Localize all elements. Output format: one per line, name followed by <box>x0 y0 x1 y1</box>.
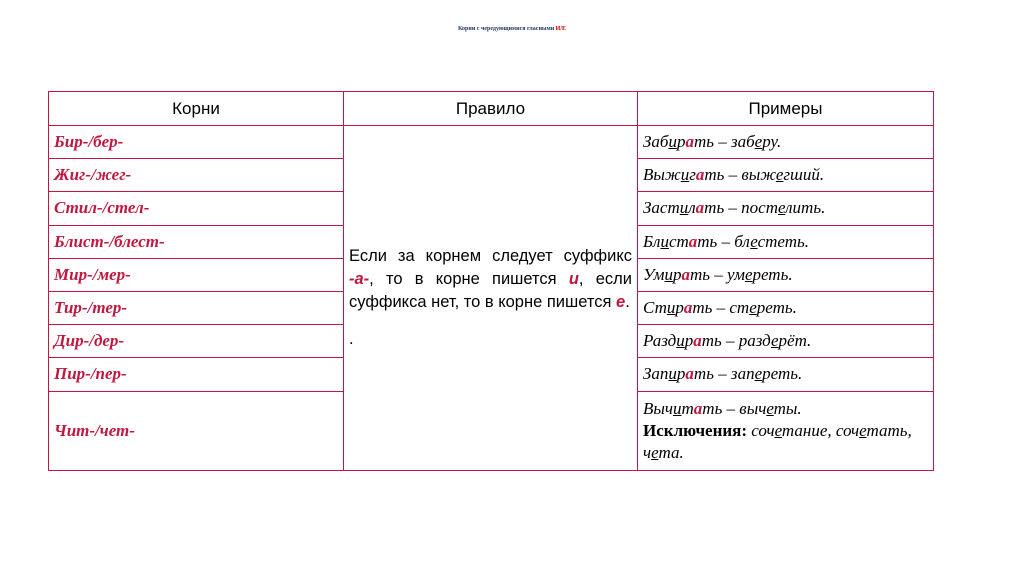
root-cell: Бир-/бер- <box>49 126 344 159</box>
word-part: лить. <box>785 198 826 218</box>
alternating-vowel: е <box>754 132 763 152</box>
word-part: р <box>684 331 694 351</box>
word-part: тать, ч <box>643 420 912 462</box>
alternating-vowel: и <box>668 364 677 384</box>
example-cell <box>638 126 934 159</box>
root-cell: Тир-/тер- <box>49 291 344 324</box>
rule-text-1: Если за корнем следует суффикс <box>349 247 632 265</box>
alternating-vowel: е <box>744 264 753 284</box>
alternating-vowel: и <box>660 231 669 251</box>
alternating-vowel: и <box>664 264 673 284</box>
alternating-vowel: и <box>679 198 689 218</box>
rule-text-4: . <box>625 293 630 311</box>
alternating-vowel: е <box>766 398 774 418</box>
suffix-a: а <box>685 132 694 152</box>
word-part: Бл <box>643 231 661 251</box>
rule-suffix: -а- <box>349 270 370 288</box>
table-row <box>49 126 934 159</box>
word-part: г <box>689 165 696 185</box>
roots-table <box>48 91 934 471</box>
suffix-a: а <box>693 398 703 418</box>
word-part: Ст <box>643 298 667 318</box>
word-part: Заб <box>643 132 669 152</box>
root-cell: Жиг-/жег- <box>49 159 344 192</box>
word-part: тание, соч <box>781 420 860 440</box>
word-part: р <box>676 132 686 152</box>
alternating-vowel: е <box>749 298 757 318</box>
word-part: Ум <box>643 264 665 284</box>
example-cell <box>638 291 934 324</box>
suffix-a: а <box>688 231 698 251</box>
word-part: рёт. <box>778 331 812 351</box>
alternating-vowel: и <box>676 331 685 351</box>
example-cell <box>638 159 934 192</box>
alternating-vowel: и <box>673 398 682 418</box>
example-cell <box>638 258 934 291</box>
rule-cell <box>344 126 638 471</box>
alternating-vowel: е <box>778 198 786 218</box>
word-part: т <box>681 398 694 418</box>
example-cell <box>638 192 934 225</box>
word-part: ру. <box>762 132 782 152</box>
alternating-vowel: е <box>750 231 758 251</box>
slide-title-highlight: И/Е <box>555 26 566 32</box>
word-part: ть – выч <box>702 398 767 418</box>
root-cell: Мир-/мер- <box>49 258 344 291</box>
word-part: ть – бл <box>697 231 751 251</box>
word-part: Заст <box>643 198 680 218</box>
word-part: Выж <box>643 165 681 185</box>
word-part: ть – ст <box>692 298 750 318</box>
word-part: Выч <box>643 398 674 418</box>
word-part: р <box>675 298 684 318</box>
root-cell: Чит-/чет- <box>49 391 344 471</box>
slide-title-text: Корни с чередующимися гласными <box>457 26 556 32</box>
alternating-vowel: е <box>859 420 867 440</box>
example-cell <box>638 325 934 358</box>
word-part: р <box>672 264 682 284</box>
word-part: ть – разд <box>701 331 771 351</box>
rule-text-2: , то в корне пишется <box>369 270 569 288</box>
word-part: та. <box>658 442 684 462</box>
word-part: реть. <box>762 364 803 384</box>
root-cell: Дир-/дер- <box>49 325 344 358</box>
alternating-vowel: и <box>666 298 676 318</box>
word-part: ть – зап <box>693 364 755 384</box>
alternating-vowel: и <box>680 165 690 185</box>
suffix-a: а <box>693 331 702 351</box>
word-part: гший. <box>783 165 825 185</box>
suffix-a: а <box>683 298 693 318</box>
alternating-vowel: е <box>770 331 779 351</box>
word-part: ть – заб <box>693 132 755 152</box>
alternating-vowel: е <box>651 442 659 462</box>
root-cell: Пир-/пер- <box>49 358 344 391</box>
alternating-vowel: и <box>668 132 677 152</box>
alternating-vowel: е <box>775 165 784 185</box>
root-cell: Стил-/стел- <box>49 192 344 225</box>
word-part: реть. <box>752 264 793 284</box>
word-part: ть – ум <box>689 264 745 284</box>
word-part: ть – выж <box>704 165 776 185</box>
word-part: стеть. <box>757 231 810 251</box>
word-part: ст <box>668 231 689 251</box>
example-cell <box>638 358 934 391</box>
header-rule: Правило <box>344 92 638 126</box>
header-row <box>49 92 934 126</box>
word-part: Зап <box>643 364 669 384</box>
slide-title <box>0 26 1024 32</box>
suffix-a: а <box>685 364 694 384</box>
suffix-a: а <box>695 165 705 185</box>
rule-text-3: , если суффикса нет, то в корне пишется <box>349 270 632 311</box>
word-part: л <box>688 198 696 218</box>
word-part: Разд <box>643 331 677 351</box>
word-part: р <box>676 364 686 384</box>
rule-vowel-i: и <box>568 270 579 288</box>
alternating-vowel: е <box>754 364 763 384</box>
word-part: ты. <box>773 398 802 418</box>
root-cell: Блист-/блест- <box>49 225 344 258</box>
word-part: соч <box>747 420 775 440</box>
example-cell <box>638 225 934 258</box>
example-line <box>643 399 802 418</box>
header-examples: Примеры <box>638 92 934 126</box>
header-roots: Корни <box>49 92 344 126</box>
exceptions-label: Исключения: <box>643 420 748 440</box>
alternating-vowel: е <box>774 420 782 440</box>
word-part: реть. <box>756 298 797 318</box>
suffix-a: а <box>695 198 705 218</box>
example-cell-with-exceptions <box>638 391 934 471</box>
word-part: ть – пост <box>704 198 779 218</box>
rule-vowel-e: е <box>616 293 626 311</box>
rule-dot: . <box>349 330 354 348</box>
suffix-a: а <box>681 264 690 284</box>
